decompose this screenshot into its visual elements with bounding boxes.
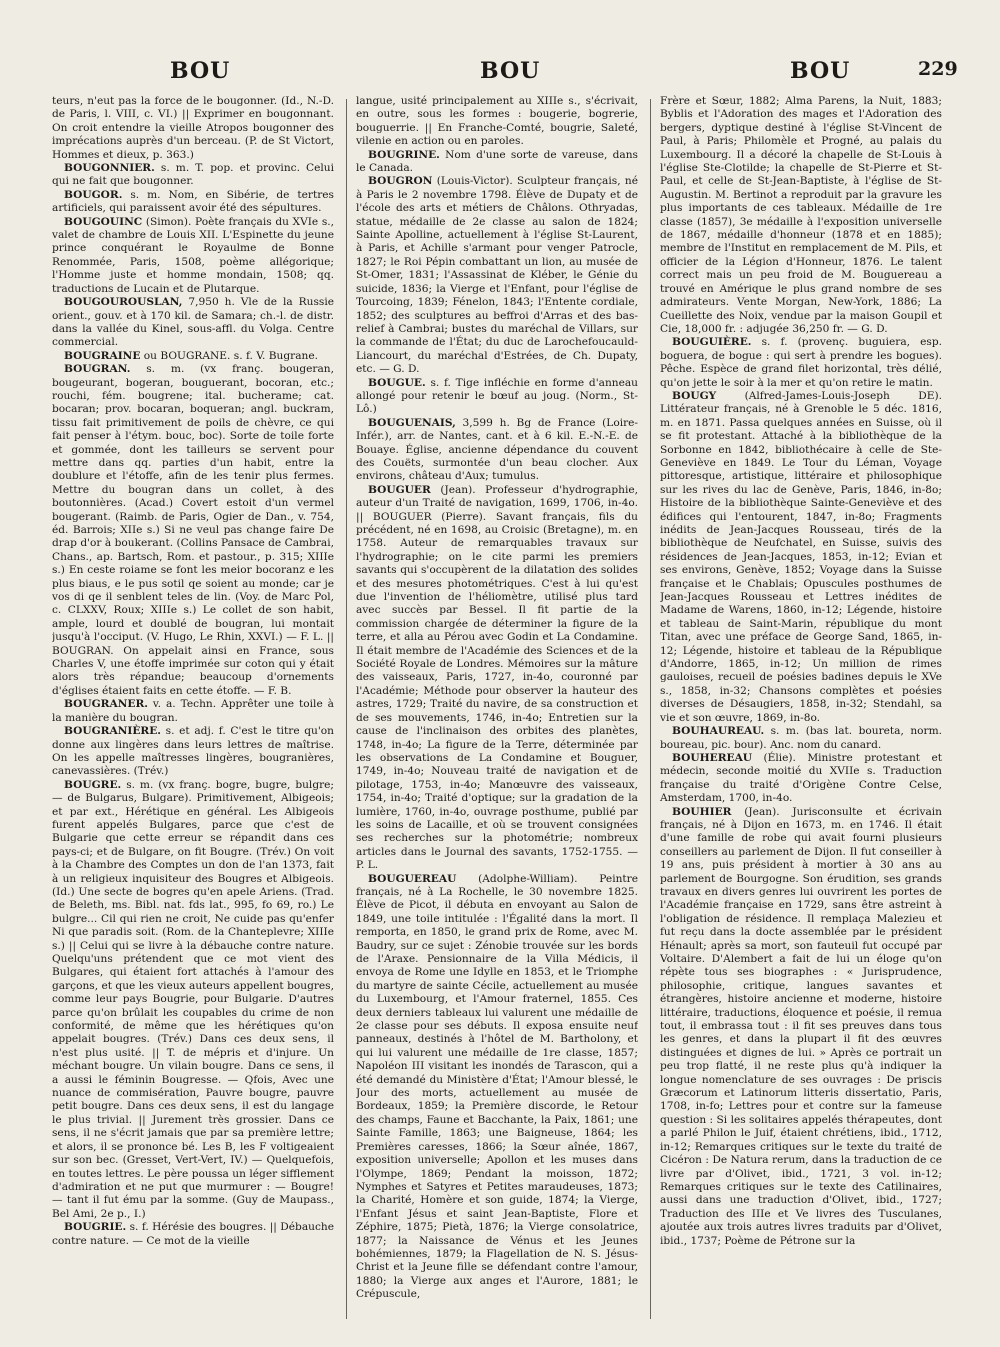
entry-headword: BOUGRAN. (64, 363, 131, 376)
entry-headword: BOUGRON (368, 175, 433, 188)
dictionary-entry (660, 752, 942, 806)
dictionary-entry (660, 806, 942, 1248)
dictionary-entry (52, 162, 334, 189)
dictionary-entry (356, 377, 638, 417)
dictionary-entry (52, 216, 334, 296)
dictionary-entry (356, 417, 638, 484)
entry-text: v. a. Techn. Apprêter une toile à la manière du bougran. (52, 698, 334, 724)
entry-text: (Alfred-James-Louis-Joseph DE). Littérateur français, né à Grenoble le 5 déc. 1816, m. en 1871. Passa quelques années en Suisse, où il se fit protestant. Attaché à la bibliothèque de la Sorbonne en 1842, bibliothécaire à celle de Ste-Geneviève en 1849. Le Tour du Léman, Voyage pittoresque, artistique, littéraire et philosophique sur les rives du lac de Genève, Paris, 1846, in-8o; Histoire de la bibliothèque Sainte-Geneviève et des édifices qui l'entourent, 1847, in-8o; Fragments inédits de Jean-Jacques Rousseau, tirés de la bibliothèque de Neufchatel, en Suisse, suivis des résidences de Jean-Jacques, 1853, in-12; Evian et ses environs, Genève, 1852; Voyage dans la Suisse française et le Chablais; Opuscules posthumes de Jean-Jacques Rousseau et Lettres inédites de Madame de Warens, 1860, in-12; Légende, histoire et tableau de Saint-Marin, république du mont Titan, avec une préface de George Sand, 1865, in-12; Légende, histoire et tableau de la République d'Andorre, 1865, in-12; Un million de rimes gauloises, recueil de poésies badines depuis le XVe s., 1858, in-32; Chansons complètes et poésies diverses de Désaugiers, 1858, in-32; Stendahl, sa vie et son œuvre, 1869, in-8o. (660, 389, 942, 724)
entry-headword: BOUGRIE. (64, 1221, 127, 1234)
dictionary-entry (52, 779, 334, 1221)
column-1 (52, 95, 334, 1325)
column-divider (650, 99, 651, 1319)
header-center-word: BOU (480, 58, 541, 84)
entry-text: ou BOUGRANE. s. f. V. Bugrane. (143, 349, 318, 362)
entry-text: s. m. T. pop. et provinc. Celui qui ne fait que bougonner. (52, 162, 334, 188)
dictionary-entry (52, 363, 334, 698)
dictionary-entry (52, 725, 334, 779)
entry-text: s. m. (vx franç. bougeran, bougeurant, bogeran, bouguerant, bocoran, etc.; rouchi, fém. bougrene; ital. bucherame; cat. bocaran; prov. bocaran, boqueran; angl. buckram, tissu fait primitivement de poils de chèvre, ce qui fait penser à l'étym. bouc, boc). Sorte de toile forte et gommée, dont les tailleurs se servent pour mettre dans qq. parties d'un habit, entre la doublure et l'étoffe, afin de les tenir plus fermes. Mettre du bougran dans un collet, à des boutonnières. (Acad.) Covert estoit d'un vermel bougerant. (Raimb. de Paris, Ogier de Dan., v. 754, éd. Barrois; XIIe s.) Si ne veul pas change faire De drap d'or à boukerant. (Collins Pansace de Cambrai, Chans., ap. Bartsch, Rom. et pastour., p. 315; XIIIe s.) En ceste roiame se font les meior bocoranz e les plus biaus, e le pus sotil qe soient au monde; car je vos di qe il senblent teles de lin. (Voy. de Marc Pol, c. CLXXV, Roux; XIIIe s.) Le collet de son habit, ample, lourd et doublé de bougran, lui montait jusqu'à l'occiput. (V. Hugo, Le Rhin, XXVI.) — F. L. || BOUGRAN. On appelait ainsi en France, sous Charles V, une étoffe imprimée sur coton qui y était alors très répandue; beaucoup d'ornements d'églises étaient faits en cette étoffe. — F. B. (52, 363, 334, 697)
entry-headword: BOUHAUREAU. (672, 725, 765, 738)
entry-headword: BOUGRAINE (64, 349, 141, 362)
entry-headword: BOUGONNIER. (64, 162, 155, 175)
column-divider (346, 99, 347, 1319)
entry-headword: BOUGUENAIS, (368, 416, 456, 429)
dictionary-entry (52, 95, 334, 162)
dictionary-columns (52, 95, 958, 1325)
entry-headword: BOUHIER (672, 805, 732, 818)
entry-text: s. et adj. f. C'est le titre qu'on donne aux lingères dans leurs lettres de maîtrise. On les appelle maîtresses lingères, bougranières, canevassières. (Trév.) (52, 725, 334, 778)
dictionary-entry (660, 725, 942, 752)
entry-text: (Élie). Ministre protestant et médecin, seconde moitié du XVIIe s. Traduction française du traité d'Origène Contre Celse, Amsterdam, 1700, in-4o. (660, 751, 942, 805)
column-2 (356, 95, 638, 1325)
dictionary-entry (52, 296, 334, 350)
dictionary-entry (660, 390, 942, 725)
entry-headword: BOUGUE. (368, 376, 426, 389)
entry-text: s. f. Tige infléchie en forme d'anneau allongé pour retenir le bœuf au joug. (Norm., St-Lô.) (356, 376, 638, 416)
entry-headword: BOUGOUROUSLAN, (64, 296, 183, 309)
dictionary-entry (660, 95, 942, 336)
dictionary-entry (52, 1221, 334, 1248)
entry-text: s. f. Hérésie des bougres. || Débauche contre nature. — Ce mot de la vieille (52, 1221, 334, 1247)
entry-headword: BOUGOR. (64, 188, 123, 201)
entry-text: (Adolphe-William). Peintre français, né à La Rochelle, le 30 novembre 1825. Élève de Picot, il débuta en envoyant au Salon de 1849, une toile intitulée : l'Égalité dans la mort. Il remporta, en 1850, le grand prix de Rome, avec M. Baudry, sur ce sujet : Zénobie trouvée sur les bords de l'Araxe. Pensionnaire de la Villa Médicis, il envoya de Rome une Idylle en 1853, et le Triomphe du martyre de sainte Cécile, actuellement au musée du Luxembourg, et l'Amour fraternel, 1855. Ces deux derniers tableaux lui valurent une médaille de 2e classe pour ses débuts. Il exposa ensuite neuf panneaux, destinés à l'hôtel de M. Bartholony, et qui lui valurent une médaille de 1re classe, 1857; Napoléon III visitant les inondés de Tarascon, qui a été demandé du Ministère d'État; l'Amour blessé, le Jour des morts, actuellement au musée de Bordeaux, 1859; la Première discorde, le Retour des champs, Faune et Bacchante, la Paix, 1861; une Sainte Famille, 1863; une Baigneuse, 1864; les Premières caresses, 1866; la Sœur aînée, 1867, exposition universelle; Apollon et les muses dans l'Olympe, 1869; Pendant la moisson, 1872; Nymphes et Satyres et Petites maraudeuses, 1873; la Charité, Homère et son guide, 1874; la Vierge, l'Enfant Jésus et saint Jean-Baptiste, Flore et Zéphire, 1875; Pietà, 1876; la Vierge consolatrice, 1877; la Naissance de Vénus et les Jeunes bohémiennes, 1879; la Flagellation de N. S. Jésus-Christ et la Jeune fille se défendant contre l'amour, 1880; la Vierge aux anges et l'Aurore, 1881; le Crépuscule, (356, 872, 638, 1301)
dictionary-entry (356, 484, 638, 873)
entry-text: 7,950 h. Vle de la Russie orient., gouv. et à 170 kil. de Samara; ch.-l. de distr. dans la vallée du Kinel, sous-affl. du Volga. Centre commercial. (52, 296, 334, 349)
entry-headword: BOUHEREAU (672, 751, 753, 764)
page-number: 229 (918, 58, 958, 80)
dictionary-entry (52, 350, 334, 363)
entry-text: (Louis-Victor). Sculpteur français, né à Paris le 2 novembre 1798. Élève de Dupaty et de l'école des arts et métiers de Châlons. Othryadas, statue, médaille de 2e classe au salon de 1824; Sainte Apolline, actuellement à l'église St-Laurent, à Paris, et Achille s'armant pour venger Patrocle, 1827; le Roi Pépin combattant un lion, au musée de St-Omer, 1831; l'Assassinat de Kléber, le Génie du suicide, 1836; la Vierge et l'Enfant, pour l'église de Tourcoing, 1839; Fénelon, 1843; l'Entente cordiale, 1852; des sculptures au beffroi d'Arras et des bas-relief à Cambrai; bustes du maréchal de Villars, sur la commande de l'État; du duc de Larochefoucauld-Liancourt, du maréchal d'Estrées, de Ch. Dupaty, etc. — G. D. (356, 175, 638, 376)
entry-text: langue, usité principalement au XIIIe s., s'écrivait, en outre, sous les formes : bougerie, bogrerie, bouguerrie. || En Franche-Comté, bougrie, Saleté, vilenie en action ou en paroles. (356, 95, 638, 148)
entry-headword: BOUGRINE. (368, 148, 440, 161)
entry-headword: BOUGRANER. (64, 698, 148, 711)
dictionary-entry (52, 698, 334, 725)
column-3 (660, 95, 942, 1325)
entry-text: 3,599 h. Bg de France (Loire-Infér.), arr. de Nantes, cant. et à 6 kil. E.-N.-E. de Bouaye. Église, ancienne dépendance du couvent des Couëts, surmontée d'un beau clocher. Aux environs, château d'Aux; tumulus. (356, 416, 638, 483)
entry-text: s. m. (vx franç. bogre, bugre, bulgre; — de Bulgarus, Bulgare). Primitivement, Albigeois; et par ext., Hérétique en général. Les Albigeois furent appelés Bulgares, parce que c'est de Bulgarie que cette erreur se répandit dans ces pays-ci; et de Bulgare, on fit Bougre. (Trév.) On voit à la Chambre des Comptes un don de l'an 1373, fait à un religieux inquisiteur des Bougres et Albigeois. (Id.) Une secte de bogres qu'en apele Ariens. (Trad. de Beleth, ms. Bibl. nat. fds lat., 995, fo 69, ro.) Le bulgre... Cil qui rien ne croit, Ne cuide pas qu'enfer Ni que paradis soit. (Rom. de la Chanteplevre; XIIIe s.) || Celui qui se livre à la débauche contre nature. Quelqu'uns prétendent que ce mot vient des Bulgares, qui étaient fort attachés à l'amour des garçons, et que les vieux auteurs appellent bougres, comme leur pays Bougrie, pour Bulgarie. D'autres parce qu'on brûlait les coupables du crime de non conformité, de même que les hérétiques qu'on appelait bougres. (Trév.) Dans ces deux sens, il n'est plus usité. || T. de mépris et d'injure. Un méchant bougre. Un vilain bougre. Dans ce sens, il a aussi le féminin Bougresse. — Qfois, Avec une nuance de commisération, Pauvre bougre, pauvre petit bougre. Dans ces deux sens, il est du langage le plus trivial. || Jurement très grossier. Dans ce sens, il ne s'écrit jamais que par sa première lettre; et alors, il se prononce bé. Les B, les F voltigeaient sur son bec. (Gresset, Vert-Vert, IV.) — Quelquefois, en toutes lettres. Le père poussa un léger sifflement d'admiration et ne put que murmurer : — Bougre! — tant il fut ému par la somme. (Guy de Maupass., Bel Ami, 2e p., I.) (52, 778, 334, 1220)
entry-text: s. m. Nom, en Sibérie, de tertres artificiels, qui paraissent avoir été des sépultures. (52, 188, 334, 215)
dictionary-entry (356, 149, 638, 176)
dictionary-entry (52, 189, 334, 216)
entry-headword: BOUGOUINC (64, 215, 143, 228)
entry-text: Frère et Sœur, 1882; Alma Parens, la Nuit, 1883; Byblis et l'Adoration des mages et l'Adoration des bergers, dyptique destiné à l'église St-Vincent de Paul, à Paris; Philomèle et Progné, au palais du Luxembourg. Il a décoré la chapelle de St-Louis à l'église Ste-Clotilde; la chapelle de St-Pierre et St-Paul, et celle de St-Jean-Baptiste, à l'église de St-Augustin. M. Bertinot a reproduit par la gravure les plus importants de ces tableaux. Médaille de 1re classe (1857), 3e médaille à l'exposition universelle de 1867, médaille d'honneur (1878 et en 1885); membre de l'Institut en remplacement de M. Pils, et officier de la Légion d'Honneur, 1876. Le talent correct mais un peu froid de M. Bouguereau a trouvé en Amérique le plus grand nombre de ses admirateurs. Vente Morgan, New-York, 1886; La Cueillette des Noix, vendue par la maison Goupil et Cie, 18,000 fr. : adjugée 36,250 fr. — G. D. (660, 95, 942, 335)
dictionary-entry (356, 873, 638, 1302)
dictionary-entry (356, 95, 638, 149)
entry-headword: BOUGUEREAU (368, 872, 457, 885)
entry-headword: BOUGRANIÈRE. (64, 725, 161, 738)
dictionary-entry (660, 336, 942, 390)
entry-text: (Jean). Professeur d'hydrographie, auteur d'un Traité de navigation, 1699, 1706, in-4o. || BOUGUER (Pierre). Savant français, fils du précédent, né en 1698, au Croisic (Bretagne), m. en 1758. Auteur de remarquables travaux sur l'hydrographie; on le cite parmi les premiers savants qui s'occupèrent de la dilatation des solides et des mesures photométriques. C'est à lui qu'est due l'invention de l'héliomètre, utilisé plus tard avec succès par Bessel. Il fit partie de la commission chargée de déterminer la figure de la terre, et alla au Pérou avec Godin et La Condamine. Il était membre de l'Académie des Sciences et de la Société Royale de Londres. Mémoires sur la mâture des vaisseaux, Paris, 1727, in-4o, couronné par l'Académie; Méthode pour observer la hauteur des astres, 1729; Traité du navire, de sa construction et de ses mouvements, 1746, in-4o; Entretien sur la cause de l'inclinaison des orbites des planètes, 1748, in-4o; La figure de la Terre, déterminée par les observations de La Condamine et Bouguer, 1749, in-4o; Nouveau traité de navigation et de pilotage, 1753, in-4o; Manœuvre des vaisseaux, 1754, in-4o; Traité d'optique; sur la gradation de la lumière, 1760, in-4o, ouvrage posthume, publié par les soins de Lacaille, et où se trouvent consignées ses recherches sur la photométrie; nombreux articles dans le Journal des savants, 1752-1755. — P. L. (356, 483, 638, 872)
entry-text: (Jean). Jurisconsulte et écrivain français, né à Dijon en 1673, m. en 1746. Il était d'une famille de robe qui avait fourni plusieurs conseillers au parlement de Dijon. Il fut conseiller à 19 ans, puis président à mortier à 30 ans au parlement de Bourgogne. Son érudition, ses grands travaux en divers genres lui ouvrirent les portes de l'Académie française en 1729, sans être astreint à l'obligation de résidence. Il remplaça Malezieu et fut reçu dans la docte assemblée par le président Hénault; après sa mort, son fauteuil fut occupé par Voltaire. D'Alembert a fait de lui un éloge qu'on répète tous ses biographes : « Jurisprudence, philosophie, critique, langues savantes et étrangères, histoire ancienne et moderne, histoire littéraire, traductions, éloquence et poésie, il remua tout, il embrassa tout : il fit ses preuves dans tous les genres, et dans la plupart il fit des œuvres distinguées et dignes de lui. » Après ce portrait un peu trop flatté, il ne reste plus qu'à indiquer la longue nomenclature de ses ouvrages : De priscis Græcorum et Latinorum litteris dissertatio, Paris, 1708, in-fo; Lettres pour et contre sur la fameuse question : Si les solitaires appelés thérapeutes, dont a parlé Philon le Juif, étaient chrétiens, ibid., 1712, in-12; Remarques critiques sur le texte du traité de Cicéron : De Natura rerum, dans la traduction de ce livre par d'Olivet, ibid., 1721, 3 vol. in-12; Remarques critiques sur le texte des Catilinaires, aussi dans une traduction d'Olivet, ibid., 1727; Traduction des IIIe et Ve livres des Tusculanes, ajoutée aux trois autres livres traduits par d'Olivet, ibid., 1737; Poème de Pétrone sur la (660, 805, 942, 1247)
dictionary-entry (356, 175, 638, 376)
running-header (0, 52, 1000, 92)
entry-headword: BOUGRE. (64, 778, 122, 791)
entry-headword: BOUGY (672, 389, 717, 402)
entry-text: (Simon). Poète français du XVIe s., valet de chambre de Louis XII. L'Espinette du jeune prince conquérant le Royaulme de Bonne Renommée, Paris, 1508, poème allégorique; l'Homme juste et homme mondain, 1508; qq. traductions de Lucain et de Plutarque. (52, 215, 334, 295)
header-left-word: BOU (170, 58, 231, 84)
header-right-word: BOU (790, 58, 851, 84)
entry-text: s. f. (provenç. buguiera, esp. boguera, de bogue : qui sert à prendre les bogues). Pêche. Espèce de grand filet horizontal, très délié, qu'on jette le soir à la mer et qu'on retire le matin. (660, 336, 942, 389)
entry-text: Nom d'une sorte de vareuse, dans le Canada. (356, 148, 638, 175)
entry-headword: BOUGUER (368, 483, 431, 496)
entry-headword: BOUGUIÈRE. (672, 336, 752, 349)
entry-text: s. m. (bas lat. boureta, norm. boureau, pic. bour). Anc. nom du canard. (660, 725, 942, 751)
entry-text: teurs, n'eut pas la force de le bougonner. (Id., N.-D. de Paris, l. VIII, c. VI.) || Exprimer en bougonnant. On croit entendre la vieille Atropos bougonner des imprécations auprès d'un berceau. (P. de St Victort, Hommes et dieux, p. 363.) (52, 95, 334, 161)
